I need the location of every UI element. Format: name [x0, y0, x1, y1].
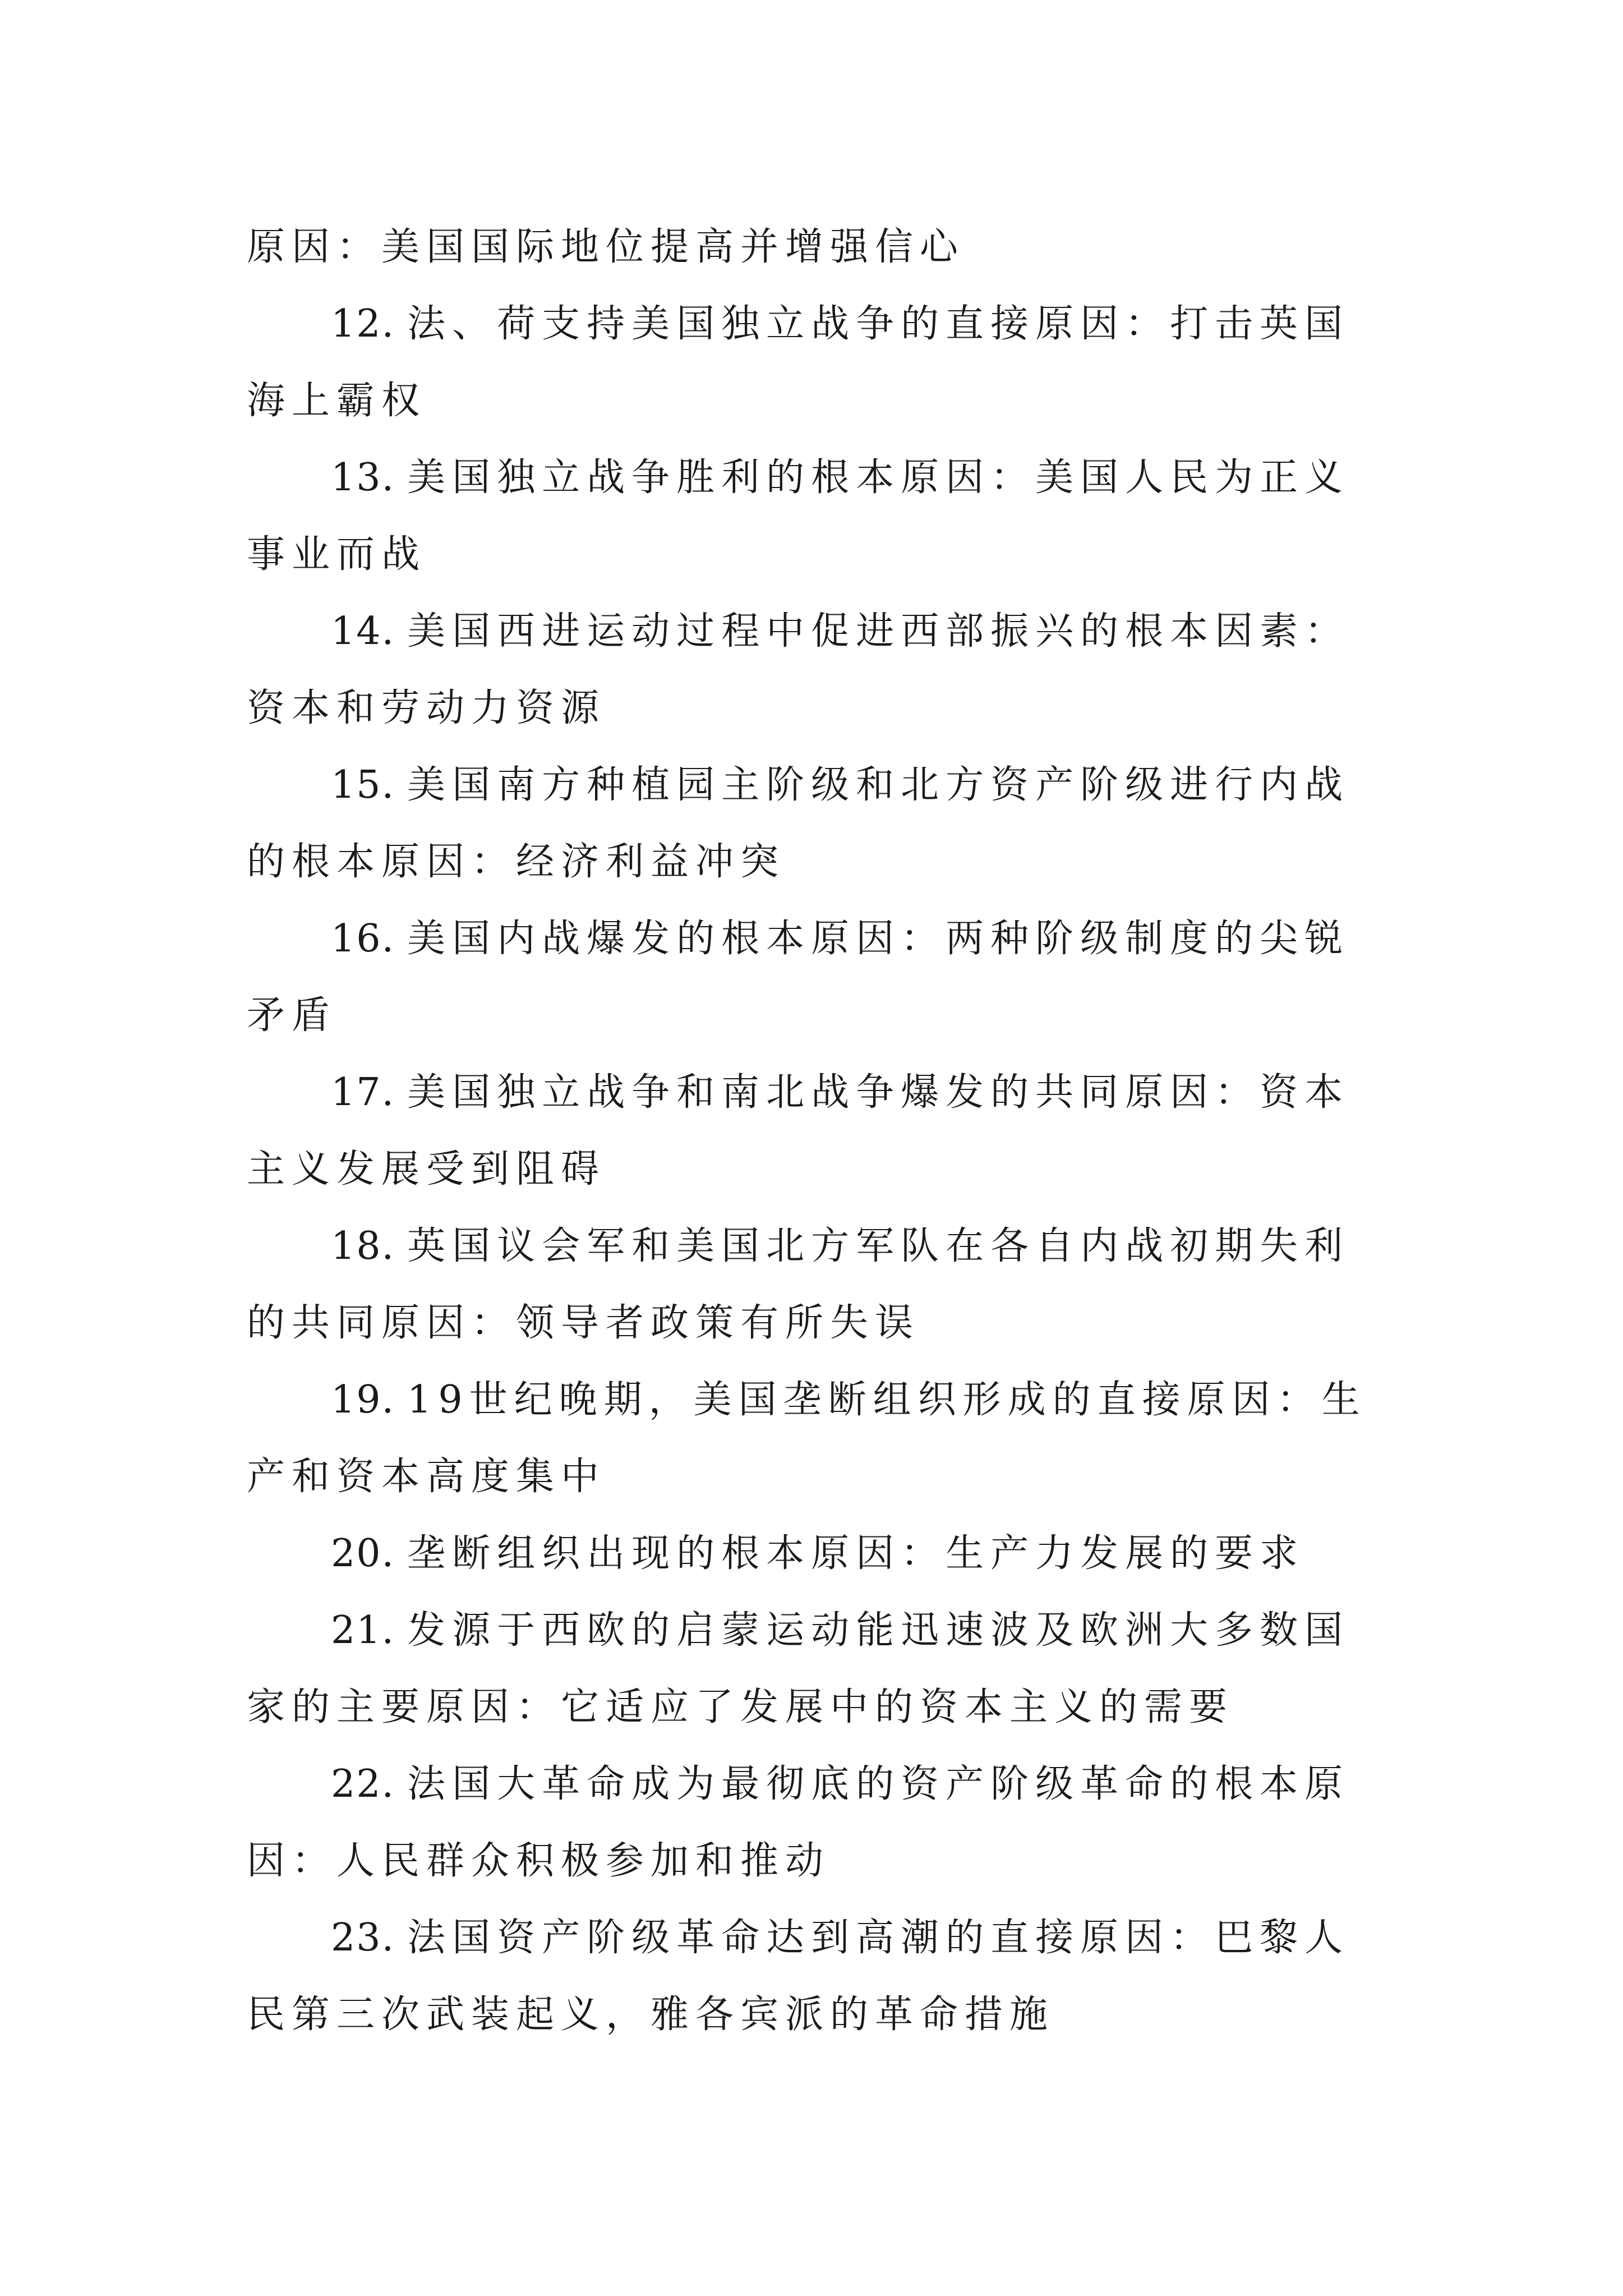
- item-text: 美国西进运动过程中促进西部振兴的根本因素：资本和劳动力资源: [247, 609, 1350, 730]
- item-number: 14.: [331, 609, 395, 654]
- list-item: [247, 1361, 1380, 1515]
- list-item: [247, 439, 1380, 593]
- item-text: 法国资产阶级革命达到高潮的直接原因：巴黎人民第三次武装起义，雅各宾派的革命措施: [247, 1916, 1350, 2037]
- item-text: 美国独立战争和南北战争爆发的共同原因：资本主义发展受到阻碍: [247, 1070, 1350, 1191]
- document-body: [247, 209, 1380, 2053]
- item-text: 垄断组织出现的根本原因：生产力发展的要求: [407, 1531, 1305, 1576]
- item-text: 法、荷支持美国独立战争的直接原因：打击英国海上霸权: [247, 302, 1350, 423]
- item-text: 美国内战爆发的根本原因：两种阶级制度的尖锐矛盾: [247, 917, 1350, 1038]
- item-number: 18.: [331, 1224, 395, 1268]
- list-item: [247, 900, 1380, 1054]
- item-text: 英国议会军和美国北方军队在各自内战初期失利的共同原因：领导者政策有所失误: [247, 1224, 1350, 1345]
- item-text: 美国独立战争胜利的根本原因：美国人民为正义事业而战: [247, 455, 1350, 577]
- item-number: 22.: [331, 1762, 395, 1806]
- item-number: 20.: [331, 1531, 395, 1576]
- item-text: 发源于西欧的启蒙运动能迅速波及欧洲大多数国家的主要原因：它适应了发展中的资本主义的需要: [247, 1608, 1350, 1729]
- item-text: 19世纪晚期，美国垄断组织形成的直接原因：生产和资本高度集中: [247, 1378, 1367, 1499]
- item-text: 法国大革命成为最彻底的资产阶级革命的根本原因：人民群众积极参加和推动: [247, 1762, 1350, 1883]
- list-item: [247, 286, 1380, 439]
- list-item: [247, 1054, 1380, 1208]
- list-item: [247, 747, 1380, 900]
- item-number: 23.: [331, 1916, 395, 1960]
- list-item: [247, 1746, 1380, 1899]
- item-number: 12.: [331, 302, 395, 346]
- leading-paragraph: 原因：美国国际地位提高并增强信心: [247, 225, 965, 269]
- list-item: [247, 1899, 1380, 2053]
- item-number: 15.: [331, 763, 395, 807]
- item-number: 16.: [331, 917, 395, 961]
- item-text: 美国南方种植园主阶级和北方资产阶级进行内战的根本原因：经济利益冲突: [247, 763, 1350, 884]
- list-item: [247, 593, 1380, 747]
- item-number: 17.: [331, 1070, 395, 1115]
- item-number: 21.: [331, 1608, 395, 1653]
- item-number: 19.: [331, 1378, 395, 1422]
- item-number: 13.: [331, 455, 395, 500]
- list-item: [247, 1592, 1380, 1746]
- list-item: [247, 1515, 1380, 1592]
- list-item: [247, 1208, 1380, 1361]
